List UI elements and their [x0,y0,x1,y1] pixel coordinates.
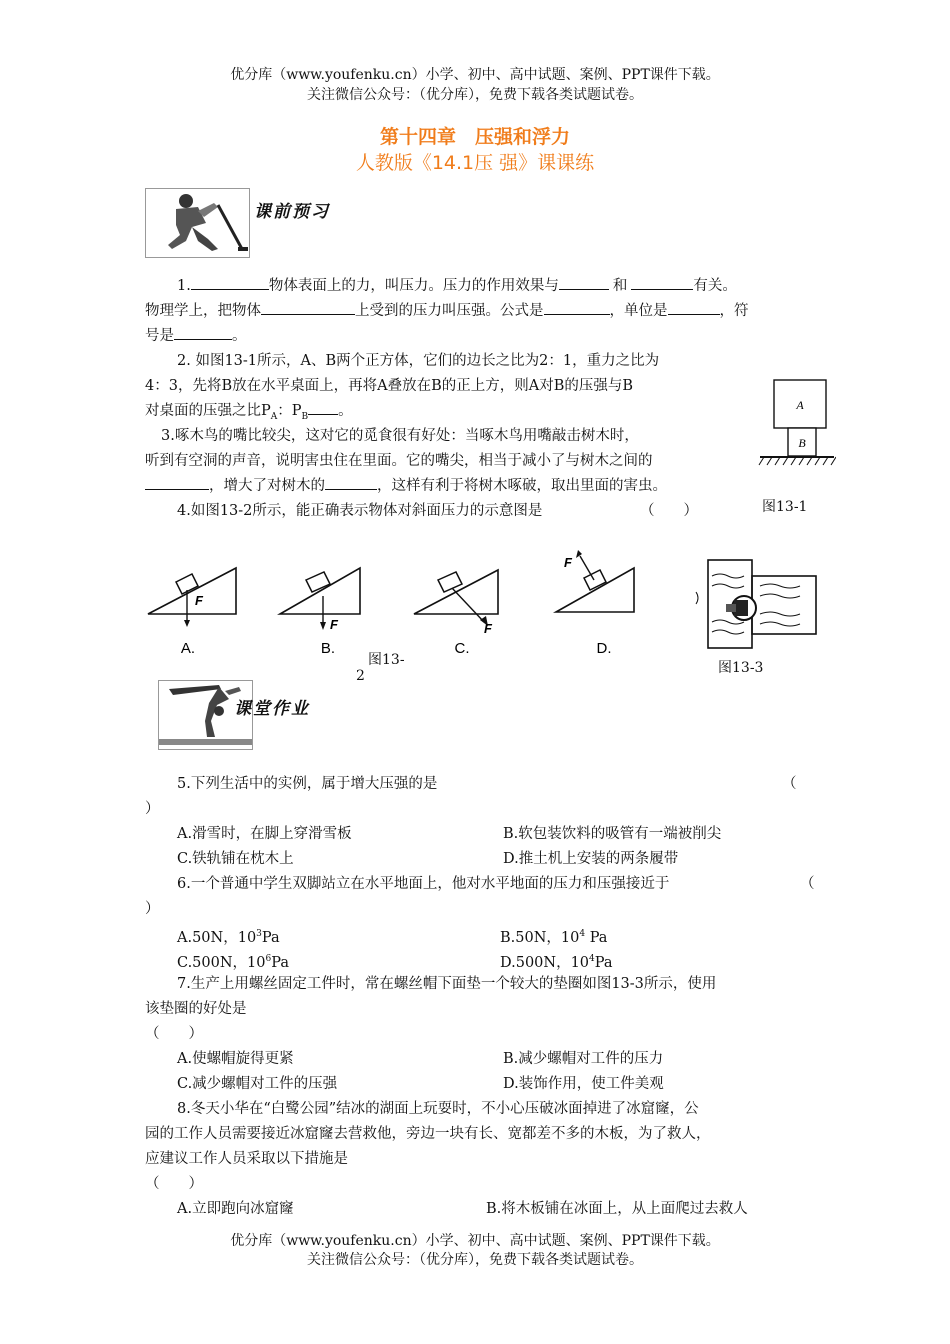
q7-line-2: 该垫圈的好处是 [145,1001,247,1017]
hockey-player-image [145,188,250,258]
q1-line-2: 物理学上，把物体 上受到的压力叫压强。公式是 ，单位是 ，符 [145,299,749,324]
q7-option-d: D.装饰作用，使工件美观 [503,1076,664,1092]
q8-line-1: 8.冬天小华在“白鹭公园”结冰的湖面上玩耍时，不小心压破冰面掉进了冰窟窿，公 [177,1101,699,1117]
incline-option-b [280,568,360,657]
q1-line-3: 号是 。 [145,324,247,349]
q4-text: 4.如图13-2所示，能正确表示物体对斜面压力的示意图是 [177,503,543,519]
q6-option-b: B.50N，$10^4$ Pa [500,929,608,946]
q2-line-1: 2. 如图13-1所示，A、B两个正方体，它们的边长之比为2：1，重力之比为 [177,353,660,369]
q2-line-3: 对桌面的压强之比$P_A$：$P_B$ 。 [145,399,353,430]
q6-paren-right: ） [145,901,160,917]
incline-option-c [414,570,498,657]
header-line-1: 优分库（www.youfenku.cn）小学、初中、高中试题、案例、PPT课件下载。 [230,67,720,83]
figure-13-2-caption-cont: 2 [356,668,365,684]
svg-text:C.: C. [454,640,470,657]
block-b-label: B [798,436,806,450]
q8-option-b: B.将木板铺在冰面上，从上面爬过去救人 [486,1201,748,1217]
section-classwork-label: 课堂作业 [234,699,310,719]
section-preview-label: 课前预习 [254,202,330,222]
q4-paren: （ ） [640,503,698,519]
q8-paren: （ ） [145,1176,203,1192]
incline-option-d [556,550,634,657]
footer-line-2: 关注微信公众号：（优分库），免费下载各类试题试卷。 [307,1252,643,1268]
q3-line-3: ，增大了对树木的 ，这样有利于将树木啄破，取出里面的害虫。 [145,474,667,499]
q5-option-b: B.软包装饮料的吸管有一端被削尖 [503,826,722,842]
q8-line-3: 应建议工作人员采取以下措施是 [145,1151,348,1167]
svg-text:A.: A. [180,640,196,657]
q5-text: 5.下列生活中的实例，属于增大压强的是 [177,776,438,792]
q7-option-b: B.减少螺帽对工件的压力 [503,1051,664,1067]
q5-option-d: D.推土机上安装的两条履带 [503,851,679,867]
svg-text:F: F [195,593,203,608]
q3-line-2: 听到有空洞的声音，说明害虫住在里面。它的嘴尖，相当于减小了与树木之间的 [145,453,653,469]
chapter-title: 第十四章 压强和浮力 [379,126,570,148]
svg-text:F: F [330,617,338,632]
q6-paren-left: （ [800,876,815,892]
block-a-label: A [796,398,804,412]
figure-13-1-caption: 图13-1 [762,499,808,515]
q7-option-a: A.使螺帽旋得更紧 [177,1051,294,1067]
q7-option-c: C.减少螺帽对工件的压强 [177,1076,338,1092]
q7-line-1: 7.生产上用螺丝固定工件时，常在螺丝帽下面垫一个较大的垫圈如图13-3所示，使用 [177,976,717,992]
q5-option-a: A.滑雪时，在脚上穿滑雪板 [177,826,352,842]
figure-13-3 [690,556,820,652]
q6-option-d: D.500N，$10^4Pa$ [500,954,613,971]
q5-option-c: C.铁轨铺在枕木上 [177,851,294,867]
svg-text:F: F [564,555,572,570]
q2-line-2: 4：3，先将B放在水平桌面上，再将A叠放在B的正上方，则A对B的压强与B [145,378,634,394]
svg-text:F: F [484,621,492,636]
q8-option-a: A.立即跑向冰窟窿 [177,1201,294,1217]
header-line-2: 关注微信公众号：（优分库），免费下载各类试题试卷。 [307,87,643,103]
lesson-title: 人教版《14.1压 强》课课练 [355,152,595,174]
q6-option-c: C.500N，$10^6Pa$ [177,954,289,971]
q8-line-2: 园的工作人员需要接近冰窟窿去营救他，旁边一块有长、宽都差不多的木板，为了救人， [145,1126,711,1142]
figure-13-1 [758,378,836,470]
incline-option-a [148,568,236,657]
footer-line-1: 优分库（www.youfenku.cn）小学、初中、高中试题、案例、PPT课件下载。 [230,1233,720,1249]
q7-paren: （ ） [145,1026,203,1042]
figure-13-2-caption: 图13- [368,652,405,668]
q1-line-1: 1. 物体表面上的力，叫压力。压力的作用效果与 和 有关。 [145,274,737,299]
q6-option-a: A.50N，$10^3Pa$ [177,929,280,946]
figure-13-3-caption: 图13-3 [718,660,764,676]
q3-line-1: 3.啄木鸟的嘴比较尖，这对它的觅食很有好处：当啄木鸟用嘴敲击树木时， [161,428,639,444]
svg-text:B.: B. [320,640,336,657]
figure-13-2 [140,550,660,660]
q6-text: 6.一个普通中学生双脚站立在水平地面上，他对水平地面的压力和压强接近于 [177,876,670,892]
q5-paren-right: ） [145,801,160,817]
q5-paren-left: （ [782,776,797,792]
svg-text:D.: D. [596,640,612,657]
